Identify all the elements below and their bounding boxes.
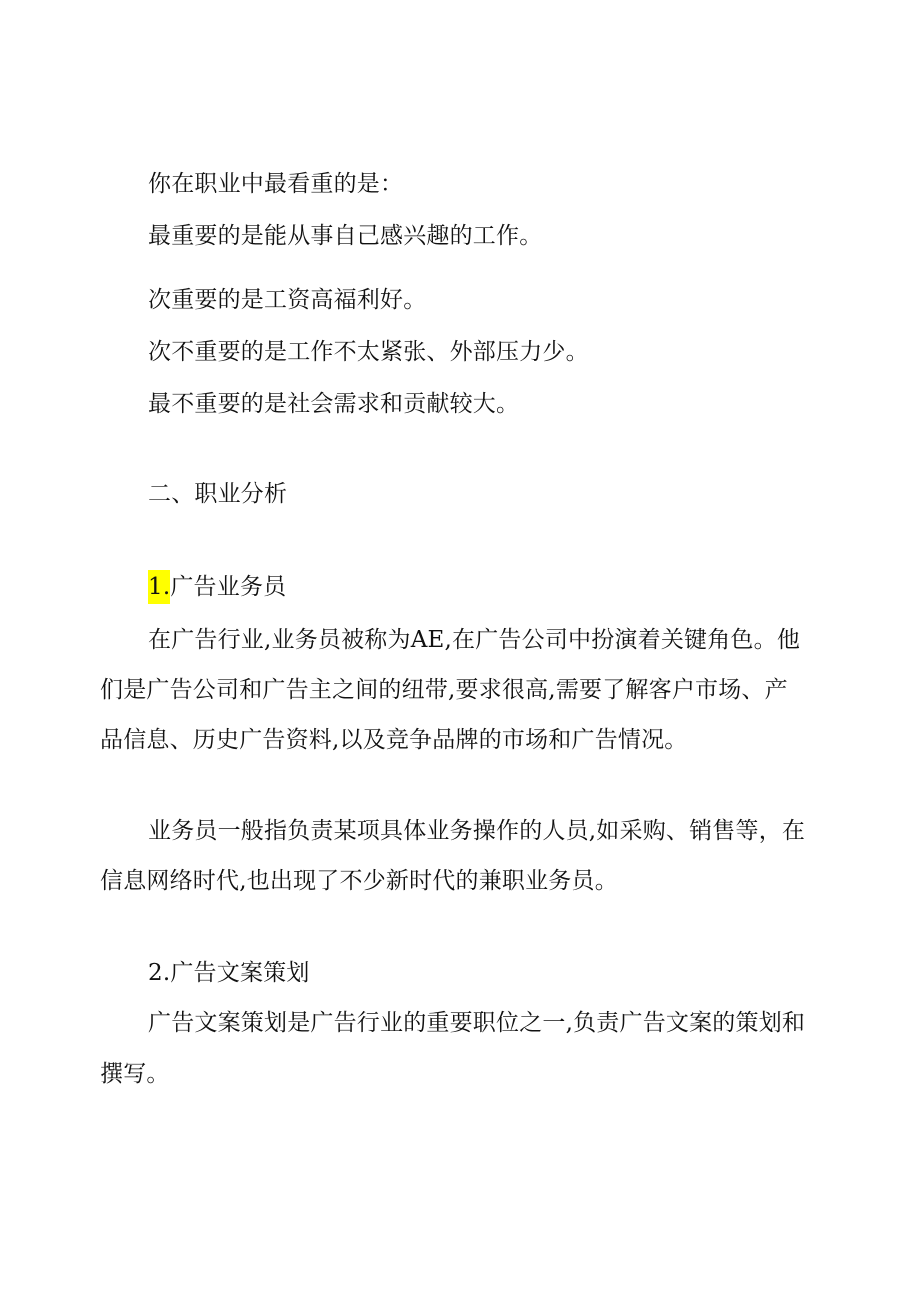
job2-para-line1: 广告文案策划是广告行业的重要职位之一,负责广告文案的策划和 xyxy=(148,1010,806,1036)
section-heading: 二、职业分析 xyxy=(148,481,288,507)
values-intro: 你在职业中最看重的是： xyxy=(148,171,404,197)
job1-number: 1. xyxy=(148,570,170,604)
job1-para2-line1: 业务员一般指负责某项具体业务操作的人员,如采购、销售等，在 xyxy=(148,818,806,844)
job1-para1-line3: 品信息、历史广告资料,以及竞争品牌的市场和广告情况。 xyxy=(100,727,688,753)
value-second-important: 次重要的是工资高福利好。 xyxy=(148,287,427,313)
job1-para2-line2: 信息网络时代,也出现了不少新时代的兼职业务员。 xyxy=(100,868,618,894)
job1-title: 广告业务员 xyxy=(170,574,287,600)
job1-heading xyxy=(148,573,286,601)
job2-para-line2: 撰写。 xyxy=(100,1061,170,1087)
job2-heading: 2.广告文案策划 xyxy=(148,960,310,986)
value-less-important: 次不重要的是工作不太紧张、外部压力少。 xyxy=(148,339,589,365)
job1-para1-line1: 在广告行业,业务员被称为AE,在广告公司中扮演着关键角色。他 xyxy=(148,627,801,653)
value-most-important: 最重要的是能从事自己感兴趣的工作。 xyxy=(148,223,543,249)
job1-para1-line2: 们是广告公司和广告主之间的纽带,要求很高,需要了解客户市场、产 xyxy=(100,677,788,703)
value-least-important: 最不重要的是社会需求和贡献较大。 xyxy=(148,391,520,417)
